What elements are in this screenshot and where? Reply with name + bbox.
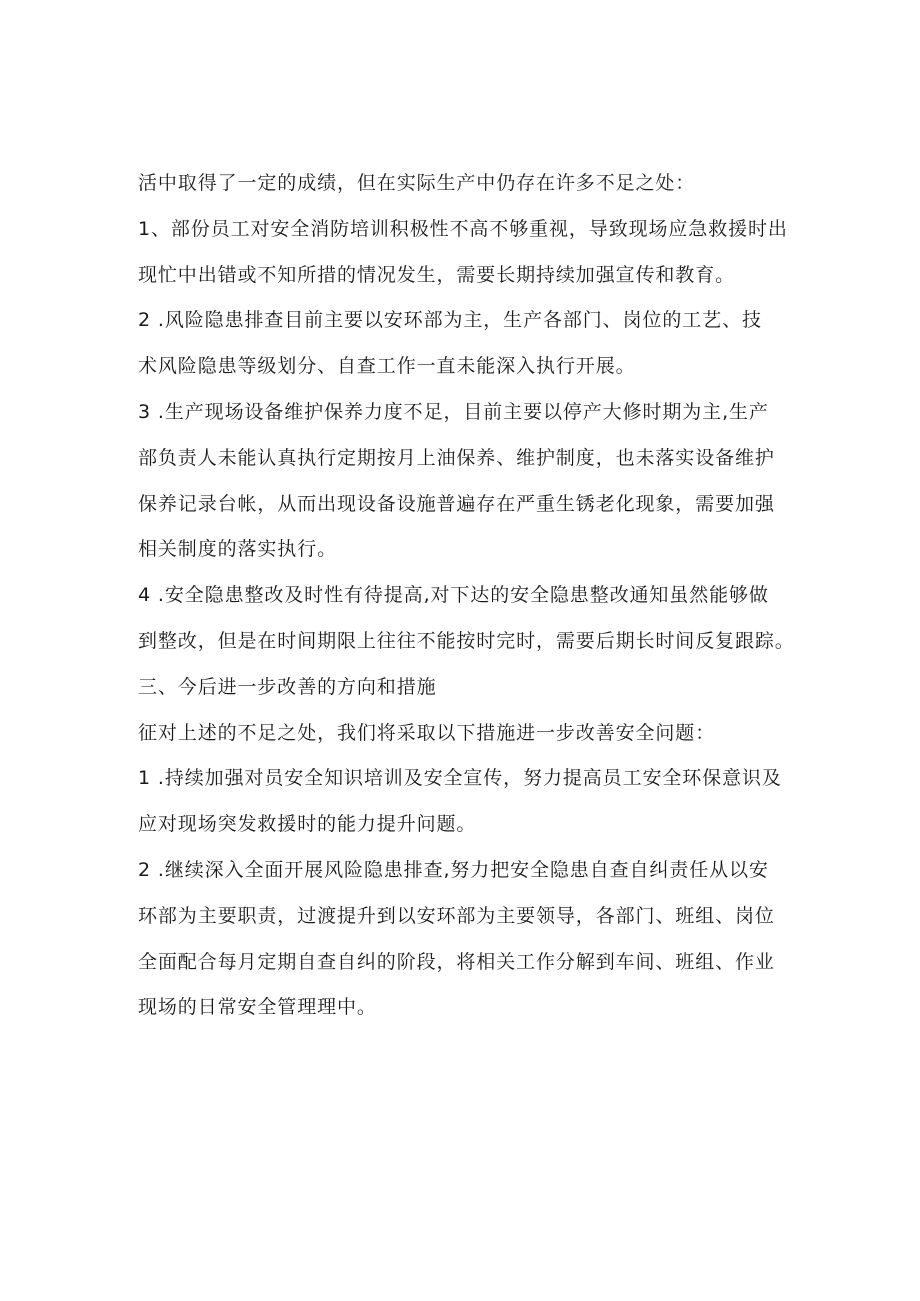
text-line: 保养记录台帐，从而出现设备设施普遍存在严重生锈老化现象，需要加强	[138, 492, 775, 515]
document-body	[138, 161, 798, 1031]
text-line: 现忙中出错或不知所措的情况发生，需要长期持续加强宣传和教育。	[138, 263, 736, 286]
text-line: 全面配合每月定期自查自纠的阶段，将相关工作分解到车间、班组、作业	[138, 950, 775, 973]
text-line: 术风险隐患等级划分、自查工作一直未能深入执行开展。	[138, 355, 636, 378]
text-line: 1、部份员工对安全消防培训积极性不高不够重视，导致现场应急救援时出	[138, 217, 788, 240]
text-line: 应对现场突发救援时的能力提升问题。	[138, 813, 477, 836]
text-line: 4 .安全隐患整改及时性有待提高,对下达的安全隐患整改通知虽然能够做	[138, 584, 769, 607]
text-line: 1 .持续加强对员安全知识培训及安全宣传，努力提高员工安全环保意识及	[138, 767, 782, 790]
text-line: 3 .生产现场设备维护保养力度不足，目前主要以停产大修时期为主,生产	[138, 400, 769, 423]
text-line: 部负责人未能认真执行定期按月上油保养、维护制度，也未落实设备维护	[138, 446, 775, 469]
text-line: 环部为主要职责，过渡提升到以安环部为主要领导，各部门、班组、岗位	[138, 904, 775, 927]
text-line: 征对上述的不足之处，我们将采取以下措施进一步改善安全问题：	[138, 721, 716, 744]
text-line: 活中取得了一定的成绩，但在实际生产中仍存在许多不足之处：	[138, 172, 696, 194]
section-heading: 三、今后进一步改善的方向和措施	[138, 675, 437, 698]
text-line: 相关制度的落实执行。	[138, 538, 338, 561]
text-line: 2 .继续深入全面开展风险隐患排查,努力把安全隐患自查自纠责任从以安	[138, 858, 769, 881]
text-line: 现场的日常安全管理理中。	[138, 996, 377, 1019]
text-line: 到整改，但是在时间期限上往往不能按时完时，需要后期长时间反复跟踪。	[138, 629, 795, 652]
text-line: 2 .风险隐患排查目前主要以安环部为主，生产各部门、岗位的工艺、技	[138, 309, 762, 332]
